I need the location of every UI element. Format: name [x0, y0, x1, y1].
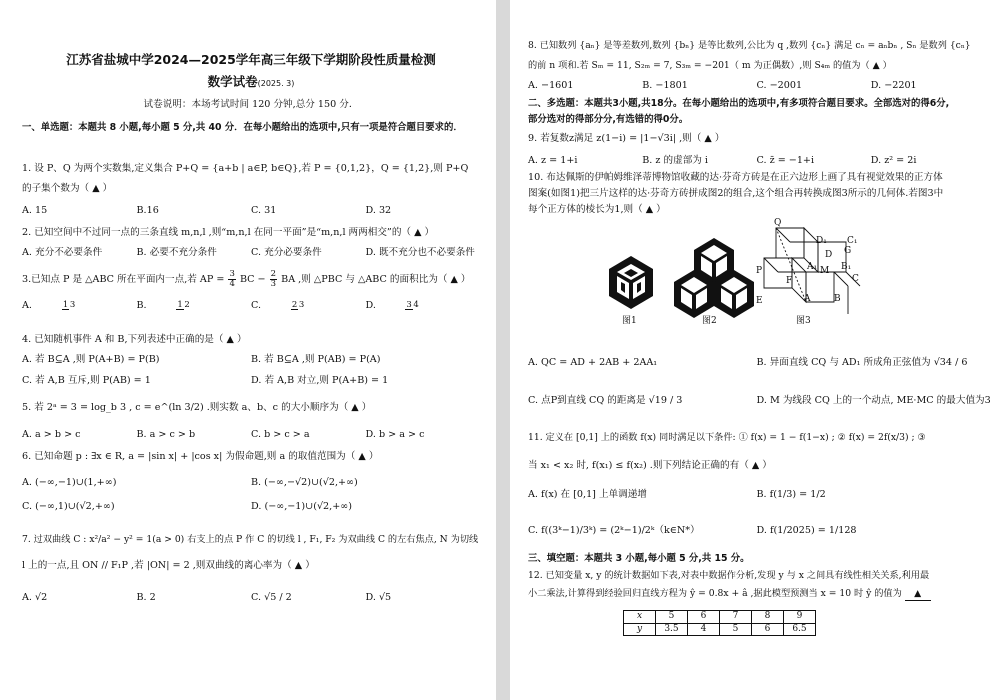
q3-option-d-fraction — [398, 301, 427, 311]
q9-options — [528, 155, 985, 167]
q6-stem: 6. 已知命题 p : ∃x ∈ R, a = |sin x| + |cos x| 为假命题,则 a 的取值范围为（ ▲ ） — [22, 451, 379, 462]
q10-stem-3: 每个正方体的棱长为1,则（ ▲ ） — [528, 204, 666, 215]
figure-1-image — [606, 254, 656, 312]
q5-option-d[interactable]: D. b > a > c — [365, 429, 425, 440]
q2-stem: 2. 已知空间中不过同一点的三条直线 m,n,l ,则“m,n,l 在同一平面”是“m,n,l 两两相交”的（ ▲ ） — [22, 227, 435, 238]
q3-option-a[interactable] — [22, 300, 137, 312]
q3-option-a-fraction — [55, 301, 84, 311]
fig3-point-p: P — [756, 266, 763, 276]
q4-options-row-2 — [22, 375, 480, 387]
fig3-point-c1: C₁ — [847, 236, 858, 246]
q1-option-d[interactable]: D. 32 — [365, 205, 392, 216]
q4-option-b[interactable]: B. 若 B⊆A ,则 P(AB) = P(A) — [251, 354, 381, 365]
section-3-heading: 三、填空题：本题共 3 小题,每小题 5 分,共 15 分。 — [528, 553, 750, 564]
q1-option-b[interactable]: B.16 — [136, 205, 159, 216]
q5-option-c[interactable]: C. b > c > a — [251, 429, 310, 440]
q3-fraction-2-den: 3 — [270, 278, 277, 289]
exam-note: 试卷说明：本场考试时间 120 分钟,总分 150 分． — [143, 99, 359, 110]
table-cell: 6.5 — [784, 623, 816, 636]
q1-stem: 1. 设 P、Q 为两个实数集,定义集合 P+Q = {a+b | a∈P, b∈Q},若 P = {0,1,2}，Q = {1,2},则 P+Q — [22, 163, 469, 174]
table-cell: 3.5 — [656, 623, 688, 636]
q10-option-c[interactable]: C. 点P到直线 CQ 的距离是 √19 / 3 — [528, 395, 683, 406]
table-cell: 8 — [752, 611, 784, 624]
q6-option-d[interactable]: D. (−∞,−1)∪(√2,+∞) — [251, 501, 352, 512]
q12-data-table — [623, 610, 816, 636]
q8-option-d[interactable]: D. −2201 — [870, 80, 917, 91]
q10-options-row-2 — [528, 395, 991, 407]
q1-options — [22, 205, 480, 217]
fig3-point-d: D — [825, 250, 833, 260]
table-row-y — [624, 623, 816, 636]
q6-option-a[interactable]: A. (−∞,−1)∪(1,+∞) — [22, 477, 117, 488]
q10-option-a[interactable]: A. QC = AD + 2AB + 2AA₁ — [528, 357, 658, 368]
q3-option-b-fraction — [169, 301, 198, 311]
q11-stem: 11. 定义在 [0,1] 上的函数 f(x) 同时满足以下条件: ① f(x) = 1 − f(1−x) ; ② f(x) = 2f(x/3) ; ③ — [528, 432, 926, 443]
q8-option-c[interactable]: C. −2001 — [756, 80, 803, 91]
q12-stem: 12. 已知变量 x, y 的统计数据如下表,对表中数据作分析,发现 y 与 x 之间具有线性相关关系,利用最 — [528, 570, 930, 581]
exam-date: (2025. 3) — [257, 79, 295, 88]
table-cell: y — [624, 623, 656, 636]
q11-options-row-1 — [528, 489, 985, 501]
q3-stem-part-2: BC − — [239, 273, 266, 285]
exam-subtitle — [22, 74, 480, 90]
section-2-heading-2: 部分选对的得部分分,有选错的得0分。 — [528, 114, 689, 125]
q3-option-b-den: 2 — [184, 299, 190, 310]
q3-stem — [22, 270, 480, 289]
q10-option-d[interactable]: D. M 为线段 CQ 上的一个动点, ME·MC 的最大值为3 — [756, 395, 991, 406]
q12-stem-2-text: 小二乘法,计算得到经验回归直线方程为 ŷ = 0.8x + â ,据此模型预测当 x = 10 时 ŷ 的值为 — [528, 588, 902, 599]
q3-option-d[interactable] — [366, 300, 481, 312]
fig3-point-d1: D₁ — [816, 236, 827, 246]
q7-stem-2: l 上的一点,且 ON // F₁P ,若 |ON| = 2 ,则双曲线的离心率为（ ▲ ） — [22, 560, 315, 571]
q12-answer-blank[interactable]: ▲ — [905, 588, 931, 601]
table-cell: 6 — [752, 623, 784, 636]
q7-option-c[interactable]: C. √5 / 2 — [251, 592, 292, 603]
q8-stem: 8. 已知数列 {aₙ} 是等差数列,数列 {bₙ} 是等比数列,公比为 q ,数列 {cₙ} 满足 cₙ = aₙbₙ , Sₙ 是数列 {cₙ} — [528, 40, 971, 51]
q3-fraction-1 — [228, 270, 235, 289]
figure-2-caption: 图2 — [702, 316, 717, 326]
q4-option-a[interactable]: A. 若 B⊆A ,则 P(A+B) = P(B) — [22, 354, 160, 365]
section-2-heading: 二、多选题：本题共3小题,共18分。在每小题给出的选项中,有多项符合题目要求。全部选对的得6分, — [528, 98, 950, 109]
q10-options-row-1 — [528, 357, 985, 369]
q2-option-b[interactable]: B. 必要不充分条件 — [136, 247, 217, 258]
q10-option-b[interactable]: B. 异面直线 CQ 与 AD₁ 所成角正弦值为 √34 / 6 — [756, 357, 968, 368]
q5-options — [22, 429, 480, 441]
q12-stem-2 — [528, 588, 985, 601]
q3-option-c-letter: C. — [251, 300, 262, 311]
table-cell: 4 — [688, 623, 720, 636]
page-right — [510, 0, 1005, 700]
q7-stem: 7. 过双曲线 C : x²/a² − y² = 1(a > 0) 右支上的点 P 作 C 的切线 l , F₁, F₂ 为双曲线 C 的左右焦点, N 为切线 — [22, 534, 479, 545]
q3-stem-part-3: BA ,则 △PBC 与 △ABC 的面积比为（ ▲ ） — [281, 273, 471, 285]
q3-fraction-1-num: 3 — [229, 269, 235, 279]
q8-option-a[interactable]: A. −1601 — [528, 80, 574, 91]
q9-stem: 9. 若复数z满足 z(1−i) = |1−√3i| ,则（ ▲ ） — [528, 133, 725, 144]
q3-option-a-num: 1 — [62, 299, 69, 310]
q2-option-d[interactable]: D. 既不充分也不必要条件 — [365, 247, 475, 258]
q9-option-c[interactable]: C. z̄ = −1+i — [756, 155, 815, 166]
q4-option-d[interactable]: D. 若 A,B 对立,则 P(A+B) = 1 — [251, 375, 389, 386]
q5-option-b[interactable]: B. a > c > b — [136, 429, 196, 440]
q6-option-b[interactable]: B. (−∞,−√2)∪(√2,+∞) — [251, 477, 358, 488]
q10-figures — [606, 218, 936, 330]
q3-option-b-letter: B. — [136, 300, 147, 311]
q9-option-b[interactable]: B. z 的虚部为 i — [642, 155, 708, 166]
q3-option-c-den: 3 — [298, 299, 305, 310]
q11-option-a[interactable]: A. f(x) 在 [0,1] 上单调递增 — [528, 489, 647, 500]
table-cell: 6 — [688, 611, 720, 624]
fig3-point-a1: A₁ — [807, 262, 818, 272]
q11-option-c[interactable]: C. f((3ᵏ−1)/3ᵏ) = (2ᵏ−1)/2ᵏ（k∈N*） — [528, 525, 700, 536]
table-cell: 9 — [784, 611, 816, 624]
q2-options — [22, 247, 480, 259]
q3-option-d-letter: D. — [365, 300, 376, 311]
table-cell: x — [624, 611, 656, 624]
q3-option-a-den: 3 — [69, 299, 76, 310]
q11-option-d[interactable]: D. f(1/2025) = 1/128 — [756, 525, 857, 536]
q6-options-row-1 — [22, 477, 480, 489]
exam-title: 江苏省盐城中学2024—2025学年高三年级下学期阶段性质量检测 — [66, 52, 436, 67]
q3-stem-part-1: 3.已知点 P 是 △ABC 所在平面内一点,若 AP = — [22, 273, 225, 285]
figure-2-image — [674, 236, 754, 320]
q4-options-row-1 — [22, 354, 480, 366]
fig3-point-c: C — [852, 274, 859, 284]
q6-options-row-2 — [22, 501, 480, 513]
q3-option-b-num: 1 — [177, 299, 183, 310]
page-left — [0, 0, 496, 700]
table-cell: 5 — [656, 611, 688, 624]
q3-option-a-letter: A. — [22, 300, 32, 311]
q7-option-d[interactable]: D. √5 — [365, 592, 392, 603]
q11-stem-2: 当 x₁ < x₂ 时, f(x₁) ≤ f(x₂) .则下列结论正确的有（ ▲ ） — [528, 460, 772, 471]
q8-options — [528, 80, 985, 92]
fig3-point-e: E — [756, 296, 763, 306]
q3-option-c[interactable] — [251, 300, 366, 312]
q8-stem-2: 的前 n 项和.若 Sₘ = 11, S₂ₘ = 7, S₃ₘ = −201（ m 为正偶数）,则 S₄ₘ 的值为（ ▲ ） — [528, 60, 892, 71]
q1-option-a[interactable]: A. 15 — [22, 205, 48, 216]
q11-options-row-2 — [528, 525, 985, 537]
q11-option-b[interactable]: B. f(1/3) = 1/2 — [756, 489, 826, 500]
fig3-point-m: M — [820, 266, 830, 276]
q3-option-d-num: 3 — [406, 299, 412, 310]
table-row-x — [624, 611, 816, 624]
fig3-point-b: B — [834, 294, 841, 304]
fig3-point-a: A — [804, 294, 811, 304]
q6-option-c[interactable]: C. (−∞,1)∪(√2,+∞) — [22, 501, 115, 512]
q8-option-b[interactable]: B. −1801 — [642, 80, 688, 91]
q1-option-c[interactable]: C. 31 — [251, 205, 277, 216]
q3-fraction-2 — [270, 270, 277, 289]
q9-option-a[interactable]: A. z = 1+i — [528, 155, 578, 166]
q2-option-c[interactable]: C. 充分必要条件 — [251, 247, 322, 258]
q3-fraction-2-num: 2 — [270, 269, 277, 279]
q3-option-d-den: 4 — [413, 299, 419, 310]
q3-options — [22, 300, 480, 312]
table-cell: 7 — [720, 611, 752, 624]
q7-option-a[interactable]: A. √2 — [22, 592, 48, 603]
fig3-point-b1: B₁ — [841, 262, 852, 272]
fig3-point-q: Q — [774, 218, 782, 228]
q2-option-a[interactable]: A. 充分不必要条件 — [22, 247, 103, 258]
q3-option-b[interactable] — [137, 300, 252, 312]
q5-option-a[interactable]: A. a > b > c — [22, 429, 81, 440]
figure-1-hexagon — [609, 256, 653, 309]
q1-stem-2: 的子集个数为（ ▲ ） — [22, 183, 113, 194]
q3-fraction-1-den: 4 — [229, 278, 235, 289]
q10-stem-2: 图案(如图1)把三片这样的达·芬奇方砖拼成图2的组合,这个组合再转换成图3所示的几何体.若图3中 — [528, 188, 944, 199]
figure-3-caption: 图3 — [796, 316, 811, 326]
fig3-point-g: G — [844, 246, 852, 256]
section-1-heading: 一、单选题：本题共 8 小题,每小题 5 分,共 40 分．在每小题给出的选项中,只有一项是符合题目要求的． — [22, 122, 463, 133]
table-cell: 5 — [720, 623, 752, 636]
q10-stem: 10. 布达佩斯的伊帕姆维泽蒂博物馆收藏的达·芬奇方砖是在正六边形上画了具有视觉效果的正方体 — [528, 172, 943, 183]
q3-option-c-fraction — [284, 301, 313, 311]
subject-title: 数学试卷 — [207, 74, 258, 89]
q5-stem: 5. 若 2ᵃ = 3 = log_b 3 , c = e^(ln 3/2) .则实数 a、b、c 的大小顺序为（ ▲ ） — [22, 402, 372, 413]
q7-options — [22, 592, 480, 604]
q4-option-c[interactable]: C. 若 A,B 互斥,则 P(AB) = 1 — [22, 375, 151, 386]
q3-option-c-num: 2 — [291, 299, 298, 310]
q9-option-d[interactable]: D. z² = 2i — [870, 155, 917, 166]
fig3-point-f: F — [786, 276, 793, 286]
q4-stem: 4. 已知随机事件 A 和 B,下列表述中正确的是（ ▲ ） — [22, 334, 247, 345]
q7-option-b[interactable]: B. 2 — [136, 592, 156, 603]
figure-1-caption: 图1 — [622, 316, 637, 326]
